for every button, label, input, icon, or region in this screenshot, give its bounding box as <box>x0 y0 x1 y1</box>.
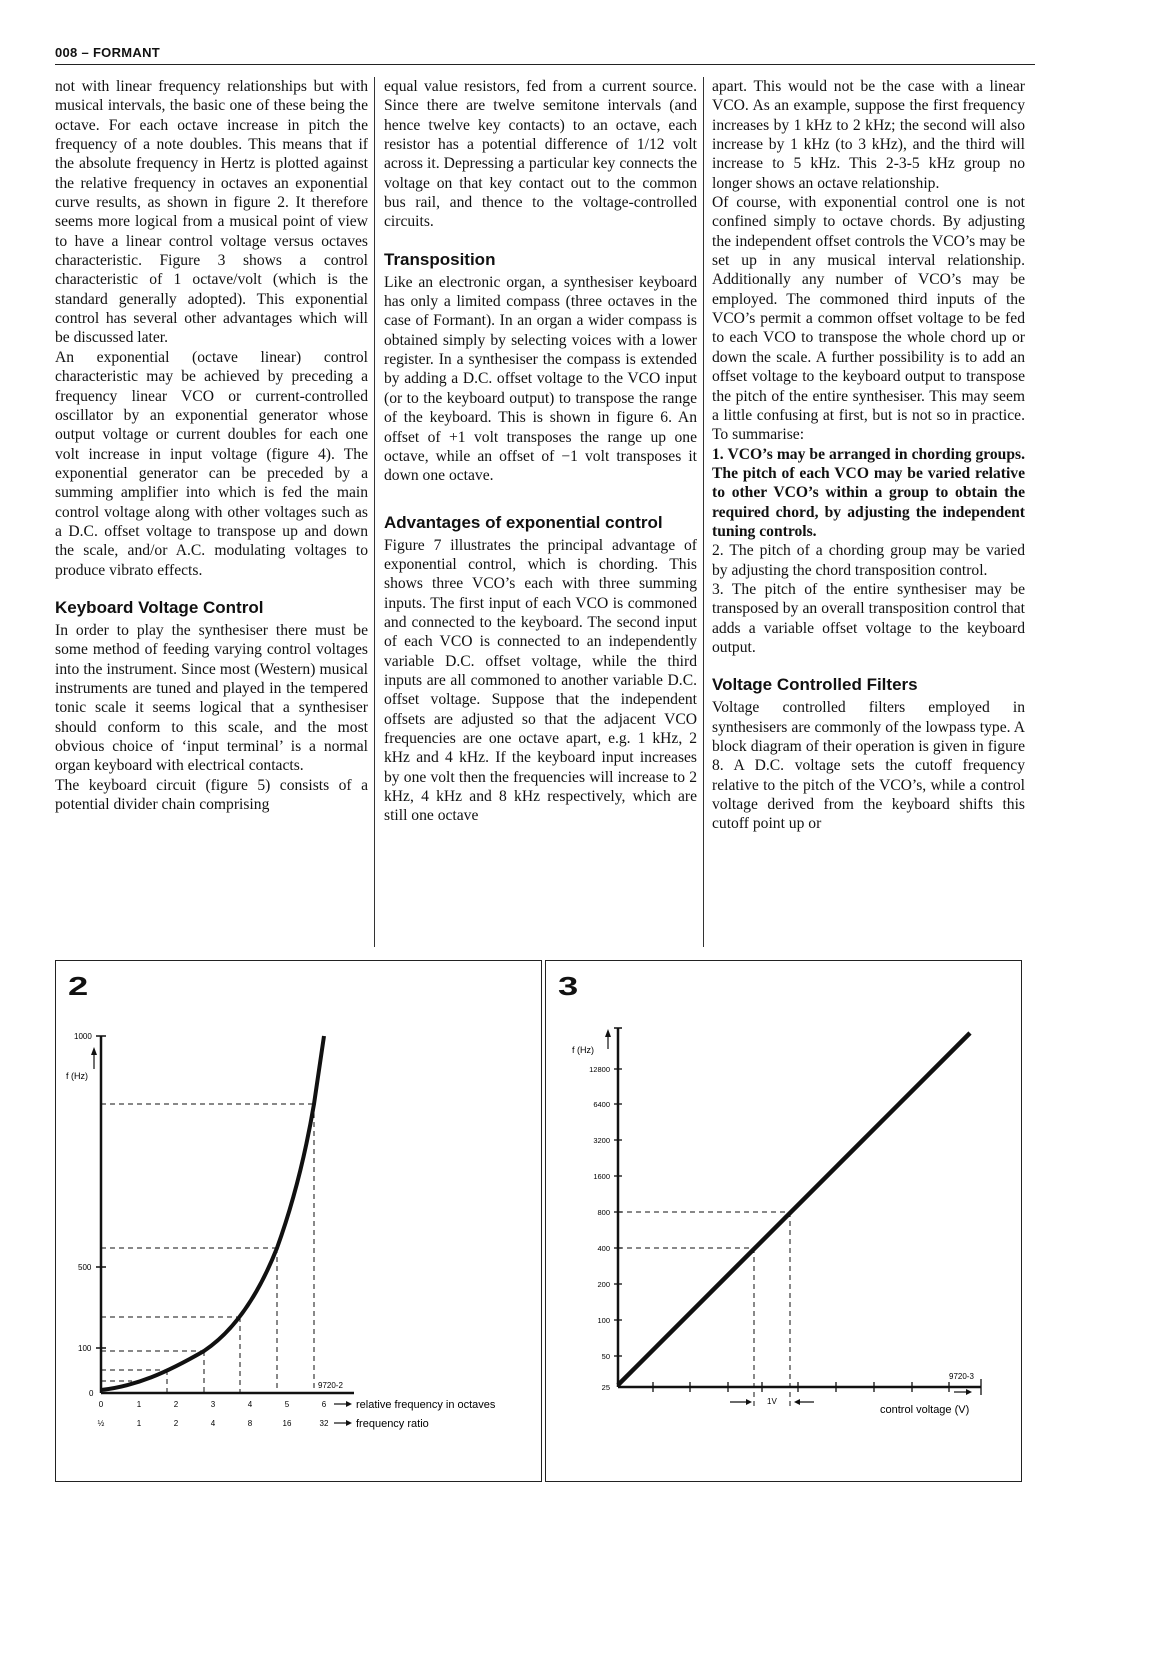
x-axis-label: control voltage (V) <box>880 1404 970 1416</box>
y-axis-label: f (Hz) <box>66 1071 88 1081</box>
figure-number: 3 <box>558 971 579 1001</box>
x-tick: 4 <box>210 1419 216 1428</box>
list-item: 3. The pitch of the entire synthesiser may be transposed by an overall transposition control that adds a variable offset voltage to the keyboard output. <box>712 580 1025 656</box>
paragraph: Figure 7 illustrates the principal advantage of exponential control, which is chording. This shows three VCO’s each with three summing inputs. The first input of each VCO is commoned and connected to the keyboard. The second input of each VCO is connected to an independently variable D.C. offset voltage, while the third inputs are all commoned to another variable D.C. offset voltage. Suppose that the independent offsets are adjusted so that the adjacent VCO frequencies are one octave apart, e.g. 1 kHz, 2 kHz and 4 kHz. If the keyboard input increases by one volt then the frequencies will increase to 2 kHz, 4 kHz and 8 kHz respectively, which are still one octave <box>384 536 697 825</box>
arrow-icon <box>334 1404 349 1423</box>
x-axis-label-secondary: frequency ratio <box>356 1418 429 1430</box>
x-tick: 4 <box>247 1400 253 1409</box>
list-item: 1. VCO’s may be arranged in chording groups. The pitch of each VCO may be varied relative to other VCO’s within a group to obtain the required chord, by adjusting the independent tuning controls. <box>712 445 1025 540</box>
figure-2 <box>55 960 542 1482</box>
paragraph: Voltage controlled filters employed in synthesisers are commonly of the lowpass type. A block diagram of their operation is given in figure 8. A D.C. voltage sets the cutoff frequency relative to the pitch of the VCO’s, while a control voltage derived from the keyboard shifts this cutoff point up or <box>712 699 1025 833</box>
text-column-3 <box>712 77 1025 834</box>
y-tick: 25 <box>601 1383 610 1392</box>
x-axis-label: relative frequency in octaves <box>356 1399 496 1411</box>
y-tick: 400 <box>597 1244 610 1253</box>
column-divider <box>374 77 375 947</box>
y-tick: 12800 <box>589 1065 610 1074</box>
paragraph: In order to play the synthesiser there must be some method of feeding varying control voltages into the instrument. Since most (Western) musical instruments are tuned and played in the tempered tonic scale it seems logical that a synthesiser should conform to this scale, and the most obvious choice of ‘input terminal’ is a normal organ keyboard with electrical contacts. <box>55 621 368 775</box>
x-tick: 6 <box>321 1400 327 1409</box>
paragraph: Of course, with exponential control one is not confined simply to octave chords. By adjusting the independent offset controls the VCO’s may be set up in any musical interval relationship. Additionally any number of VCO’s may be employed. The commoned third inputs of the VCO’s permit a common offset voltage to be fed to each VCO to transpose the whole chord up or down the scale. A further possibility is to add an offset voltage to the keyboard output to transpose the pitch of the entire synthesiser. This may seem a little confusing at first, but is not so in practice. To summarise: <box>712 194 1025 444</box>
column-divider <box>703 77 704 947</box>
x-tick: 1 <box>136 1400 142 1409</box>
log-linear-chart <box>546 961 1021 1481</box>
figure-code: 9720-3 <box>949 1372 974 1381</box>
paragraph: An exponential (octave linear) control characteristic may be achieved by preceding a frequency linear VCO or current-controlled oscillator by an exponential generator whose output voltage or current doubles for each one volt increase in input voltage (figure 4). The exponential generator can be preceded by a summing amplifier into which is fed the main control voltage along with other voltages such as a D.C. offset voltage to transpose up and down the scale, and/or A.C. modulating voltages to produce vibrato effects. <box>55 348 368 579</box>
interval-arrows-icon <box>730 1392 969 1402</box>
y-tick: 100 <box>597 1316 610 1325</box>
paragraph: The keyboard circuit (figure 5) consists of a potential divider chain comprising <box>55 776 368 814</box>
x-tick: 2 <box>173 1419 179 1428</box>
y-tick: 800 <box>597 1208 610 1217</box>
figure-3 <box>545 960 1022 1482</box>
paragraph: equal value resistors, fed from a current source. Since there are twelve semitone intervals (and hence twelve key contacts) to an octave, each resistor has a potential difference of 1/12 volt across it. Depressing a particular key connects the voltage on that key contact out to the common bus rail, and thence to the voltage-controlled circuits. <box>384 78 697 231</box>
exponential-chart <box>56 961 541 1481</box>
y-tick: 6400 <box>593 1100 610 1109</box>
y-tick: 1000 <box>74 1032 92 1041</box>
section-heading: Voltage Controlled Filters <box>712 675 918 695</box>
x-tick: 1 <box>136 1419 142 1428</box>
y-tick: 200 <box>597 1280 610 1289</box>
x-tick: 2 <box>173 1400 179 1409</box>
y-tick: 3200 <box>593 1136 610 1145</box>
x-tick: ½ <box>97 1419 105 1428</box>
paragraph: Like an electronic organ, a synthesiser keyboard has only a limited compass (three octaves in the case of Formant). In an organ a wider compass is obtained simply by selecting voices with a lower register. In a synthesiser the compass is extended by adding a D.C. offset voltage to the VCO input (or to the keyboard output) to transpose the range of the keyboard. This is shown in figure 6. An offset of +1 volt transposes the range up one octave, while an offset of −1 volt transposes it down one octave. <box>384 273 697 485</box>
y-axis-label: f (Hz) <box>572 1045 594 1055</box>
y-tick: 50 <box>601 1352 610 1361</box>
text-column-1 <box>55 77 368 814</box>
x-tick: 5 <box>284 1400 290 1409</box>
x-tick: 0 <box>98 1400 104 1409</box>
y-tick: 100 <box>78 1344 92 1353</box>
y-tick: 1600 <box>593 1172 610 1181</box>
interval-label: 1V <box>767 1397 777 1406</box>
paragraph: not with linear frequency relationships but with musical intervals, the basic one of these being the octave. For each octave increase in pitch the frequency of a note doubles. This means that if the absolute frequency in Hertz is plotted against the relative frequency in octaves an exponential curve results, as shown in figure 2. It therefore seems more logical from a musical point of view to have a linear control voltage versus octaves characteristic. Figure 3 shows a control characteristic of 1 octave/volt (which is the standard generally adopted). This exponential control has several other advantages which will be discussed later. <box>55 78 368 347</box>
x-tick: 8 <box>247 1419 253 1428</box>
figure-code: 9720-2 <box>318 1381 343 1390</box>
y-tick: 500 <box>78 1263 92 1272</box>
figure-number: 2 <box>68 971 89 1001</box>
y-tick: 0 <box>89 1389 94 1398</box>
x-tick: 16 <box>282 1419 292 1428</box>
x-tick: 32 <box>319 1419 329 1428</box>
section-heading: Transposition <box>384 249 496 269</box>
page-header <box>55 44 1035 65</box>
section-heading: Advantages of exponential control <box>384 512 663 532</box>
section-heading: Keyboard Voltage Control <box>55 597 264 617</box>
text-column-2 <box>384 77 697 826</box>
list-item: 2. The pitch of a chording group may be varied by adjusting the chord transposition control. <box>712 542 1025 579</box>
paragraph: apart. This would not be the case with a linear VCO. As an example, suppose the first frequency increases by 1 kHz to 2 kHz; the second will also increase by 1 kHz (to 3 kHz), and the third will increase to 5 kHz. This 2-3-5 kHz group no longer shows an octave relationship. <box>712 78 1025 192</box>
x-tick: 3 <box>210 1400 216 1409</box>
page-label: 008 – FORMANT <box>55 45 161 60</box>
